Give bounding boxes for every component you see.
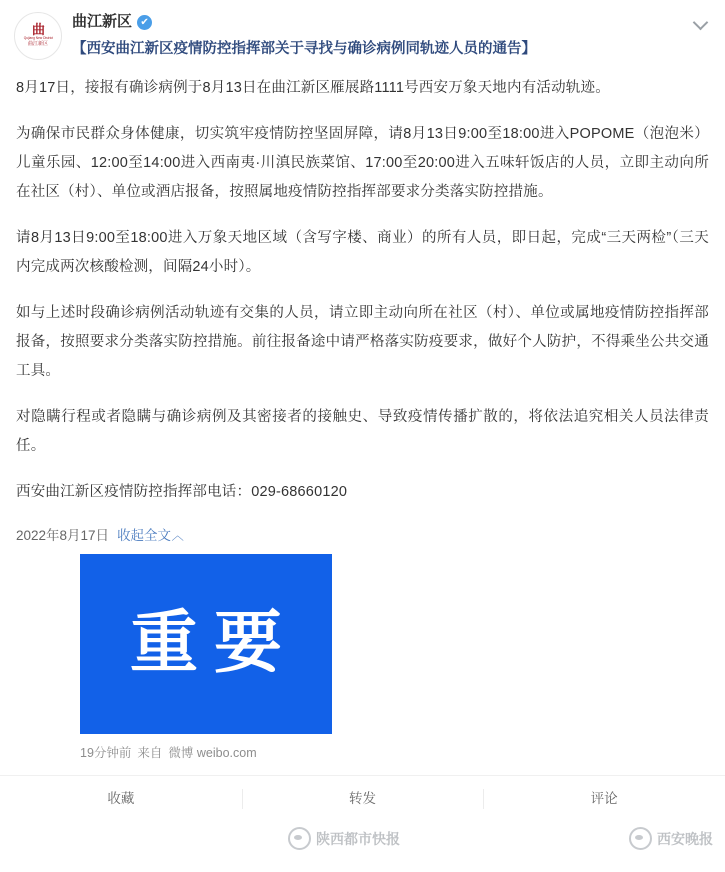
eye-icon bbox=[629, 827, 652, 850]
action-bar bbox=[0, 776, 725, 822]
collapse-full-text-link[interactable] bbox=[117, 524, 185, 544]
collapse-label: 收起全文 bbox=[117, 528, 172, 543]
watermark-left bbox=[288, 827, 400, 850]
post-image-text: 重要 bbox=[129, 604, 298, 683]
chevron-down-icon[interactable] bbox=[693, 14, 709, 30]
post-paragraph: 请8月13日9:00至18:00进入万象天地区域（含写字楼、商业）的所有人员，即日起，完成“三天两检”（三天内完成两次核酸检测，间隔24小时）。 bbox=[16, 230, 709, 275]
repost-button[interactable]: 转发 bbox=[242, 776, 484, 822]
post-time-ago: 19分钟前 bbox=[80, 746, 132, 760]
avatar-chinese-name: 曲江新区 bbox=[27, 41, 48, 47]
comment-button[interactable]: 评论 bbox=[483, 776, 725, 822]
avatar-mark: 曲 bbox=[31, 22, 44, 37]
post-image[interactable] bbox=[80, 554, 332, 734]
watermark-right-label: 西安晚报 bbox=[657, 830, 713, 847]
post-header bbox=[0, 0, 725, 60]
post-date: 2022年8月17日 bbox=[16, 528, 110, 543]
verified-badge-icon: ✔ bbox=[137, 15, 152, 30]
post-source-prefix: 来自 bbox=[137, 746, 163, 760]
watermark-left-label: 陕西都市快报 bbox=[316, 830, 400, 847]
post-media-wrap bbox=[80, 554, 709, 734]
eye-icon bbox=[288, 827, 311, 850]
post-paragraph: 8月17日，接报有确诊病例于8月13日在曲江新区雁展路1111号西安万象天地内有活动轨迹。 bbox=[16, 80, 610, 96]
header-text bbox=[72, 10, 711, 60]
author-name[interactable]: 曲江新区 bbox=[72, 13, 133, 30]
chevron-up-icon: ︿ bbox=[171, 528, 184, 543]
avatar-english-name: Qujiang New District bbox=[23, 36, 53, 40]
avatar[interactable] bbox=[14, 12, 62, 60]
post-paragraph: 为确保市民群众身体健康，切实筑牢疫情防控坚固屏障，请8月13日9:00至18:00进入POPOME（泡泡米）儿童乐园、12:00至14:00进入西南夷·川滇民族菜馆、17:00至20:00进入五味轩饭店的人员，立即主动向所在社区（村）、单位或酒店报备，按照属地疫情防控指挥部要求分类落实防控措施。 bbox=[16, 126, 709, 200]
post-paragraph: 如与上述时段确诊病例活动轨迹有交集的人员，请立即主动向所在社区（村）、单位或属地疫情防控指挥部报备，按照要求分类落实防控措施。前往报备途中请严格落实防疫要求，做好个人防护，不得乘坐公共交通工具。 bbox=[16, 305, 709, 379]
post-source-row bbox=[80, 743, 709, 761]
post-source-name[interactable]: 微博 weibo.com bbox=[168, 746, 257, 760]
post-title: 【西安曲江新区疫情防控指挥部关于寻找与确诊病例同轨迹人员的通告】 bbox=[72, 41, 536, 57]
collect-button[interactable]: 收藏 bbox=[107, 791, 135, 806]
watermark-right bbox=[629, 827, 713, 850]
post-body bbox=[0, 60, 725, 761]
post-meta-row bbox=[16, 524, 709, 544]
post-paragraph: 西安曲江新区疫情防控指挥部电话：029-68660120 bbox=[16, 484, 348, 500]
post-paragraph: 对隐瞒行程或者隐瞒与确诊病例及其密接者的接触史、导致疫情传播扩散的，将依法追究相关人员法律责任。 bbox=[16, 409, 709, 454]
author-row bbox=[72, 12, 711, 32]
